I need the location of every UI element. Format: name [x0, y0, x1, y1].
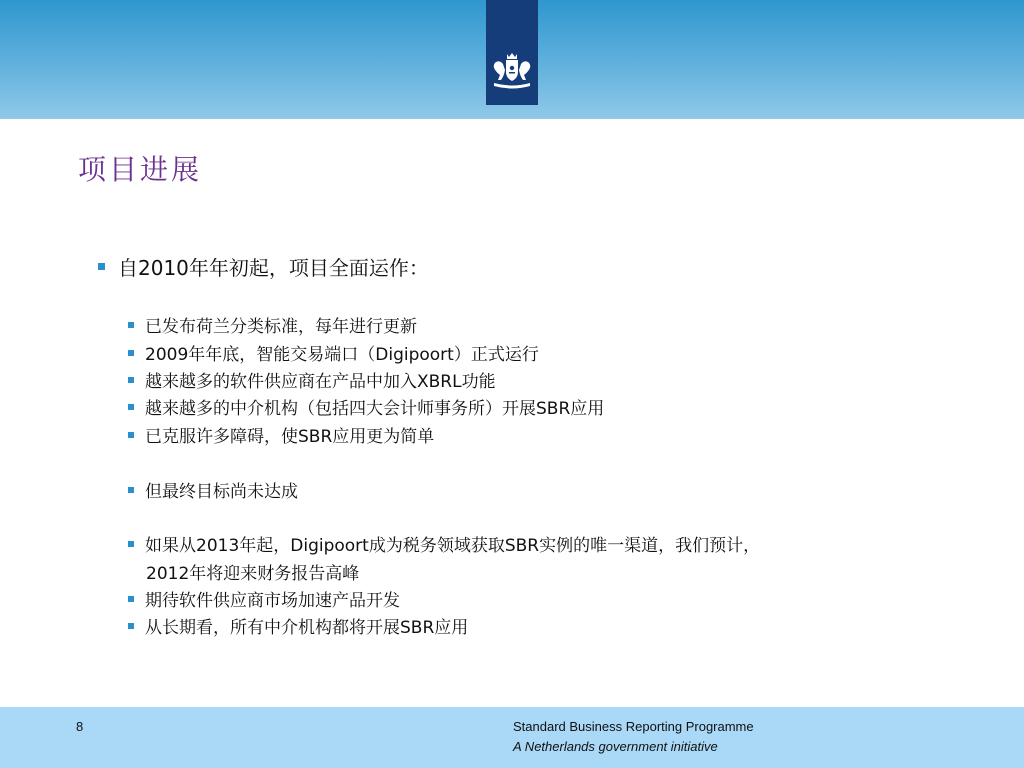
bullet-square-icon	[98, 263, 105, 270]
bullet-square-icon	[128, 596, 134, 602]
bullet-square-icon	[128, 322, 134, 328]
sub-bullet-intermediaries	[128, 394, 604, 419]
sub-bullet-text: 已克服许多障碍，使SBR应用更为简单	[145, 427, 435, 447]
bullet-square-icon	[128, 541, 134, 547]
sub-bullet-text: 但最终目标尚未达成	[145, 482, 298, 502]
sub-bullet-text: 期待软件供应商市场加速产品开发	[145, 591, 400, 611]
sub-bullet-software-vendors	[128, 367, 496, 392]
bullet-square-icon	[128, 404, 134, 410]
sub-bullet-text: 已发布荷兰分类标准，每年进行更新	[145, 317, 417, 337]
sub-bullet-text: 如果从2013年起，Digipoort成为税务领域获取SBR实例的唯一渠道，我们预计，	[145, 536, 761, 556]
sub-bullet-taxonomy	[128, 312, 417, 337]
sub-bullet-goal	[128, 477, 298, 502]
main-bullet-text: 自2010年年初起，项目全面运作：	[118, 256, 429, 280]
bullet-square-icon	[128, 350, 134, 356]
sub-bullet-text: 越来越多的中介机构（包括四大会计师事务所）开展SBR应用	[145, 399, 605, 419]
footer-band	[0, 707, 1024, 768]
government-logo	[486, 0, 538, 105]
sub-bullet-obstacles	[128, 422, 434, 447]
footer-programme: Standard Business Reporting Programme	[513, 719, 754, 734]
sub-bullet-text: 2009年年底，智能交易端口（Digipoort）正式运行	[145, 345, 539, 365]
page-number: 8	[76, 719, 84, 734]
main-bullet	[98, 252, 429, 281]
sub-bullet-market	[128, 586, 400, 611]
sub-bullet-2013-continuation: 2012年将迎来财务报告高峰	[146, 564, 360, 584]
sub-bullet-text: 越来越多的软件供应商在产品中加入XBRL功能	[145, 372, 496, 392]
sub-bullet-2013	[128, 531, 760, 556]
bullet-square-icon	[128, 623, 134, 629]
sub-bullet-text: 从长期看，所有中介机构都将开展SBR应用	[145, 618, 469, 638]
sub-bullet-digipoort	[128, 340, 539, 365]
bullet-square-icon	[128, 377, 134, 383]
footer-initiative: A Netherlands government initiative	[513, 739, 718, 754]
slide-title: 项目进展	[78, 153, 203, 186]
bullet-square-icon	[128, 487, 134, 493]
coat-of-arms-icon	[488, 52, 536, 92]
header-band	[0, 0, 1024, 119]
sub-bullet-long-term	[128, 613, 468, 638]
bullet-square-icon	[128, 432, 134, 438]
